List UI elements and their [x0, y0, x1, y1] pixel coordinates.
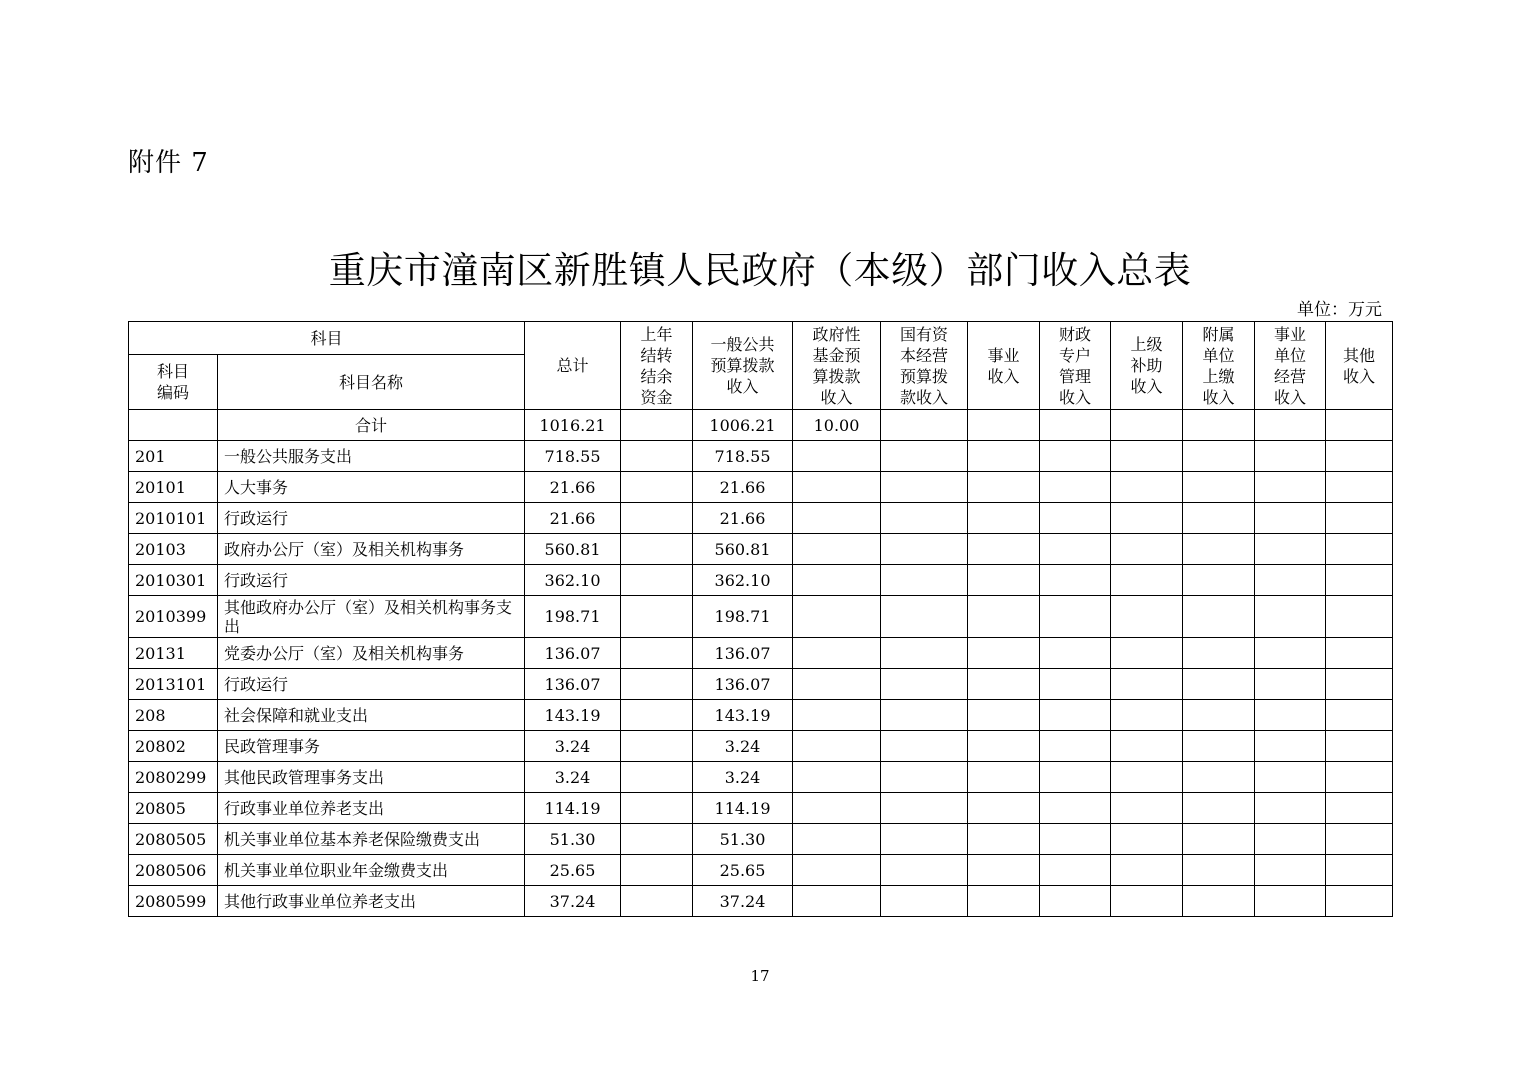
empty-cell	[968, 731, 1040, 762]
header-superior-subsidy: 上级 补助 收入	[1111, 322, 1183, 410]
row-total: 114.19	[525, 793, 621, 824]
page-title: 重庆市潼南区新胜镇人民政府（本级）部门收入总表	[328, 249, 1192, 292]
subject-name: 政府办公厅（室）及相关机构事务	[218, 534, 525, 565]
empty-cell	[881, 886, 968, 917]
row-general-budget: 560.81	[693, 534, 793, 565]
subject-name: 机关事业单位基本养老保险缴费支出	[218, 824, 525, 855]
empty-cell	[968, 596, 1040, 638]
header-business-income: 事业 收入	[968, 322, 1040, 410]
empty-cell	[968, 534, 1040, 565]
empty-cell	[1183, 886, 1255, 917]
subject-code: 2013101	[129, 669, 218, 700]
table-row	[129, 503, 1393, 534]
empty-cell	[1255, 638, 1326, 669]
table-row	[129, 793, 1393, 824]
empty-cell	[1326, 565, 1393, 596]
empty-cell	[968, 441, 1040, 472]
empty-cell	[1255, 534, 1326, 565]
empty-cell	[1111, 596, 1183, 638]
header-state-capital: 国有资 本经营 预算拨 款收入	[881, 322, 968, 410]
row-general-budget: 718.55	[693, 441, 793, 472]
row-general-budget: 21.66	[693, 503, 793, 534]
empty-cell	[793, 669, 881, 700]
empty-cell	[621, 700, 693, 731]
empty-cell	[621, 824, 693, 855]
subject-code: 201	[129, 441, 218, 472]
empty-cell	[1255, 503, 1326, 534]
empty-cell	[1040, 731, 1111, 762]
empty-cell	[1326, 855, 1393, 886]
row-total: 136.07	[525, 638, 621, 669]
income-summary-table	[128, 321, 1393, 917]
empty-cell	[1183, 731, 1255, 762]
empty-cell	[968, 762, 1040, 793]
empty-cell	[881, 762, 968, 793]
empty-cell	[881, 410, 968, 441]
empty-cell	[1111, 700, 1183, 731]
empty-cell	[1183, 441, 1255, 472]
empty-cell	[1326, 762, 1393, 793]
header-row-1	[129, 322, 1393, 355]
empty-cell	[1255, 596, 1326, 638]
row-general-budget: 51.30	[693, 824, 793, 855]
empty-cell	[881, 669, 968, 700]
empty-cell	[1183, 793, 1255, 824]
empty-cell	[881, 731, 968, 762]
empty-cell	[1255, 565, 1326, 596]
empty-cell	[968, 886, 1040, 917]
subject-name: 机关事业单位职业年金缴费支出	[218, 855, 525, 886]
empty-cell	[1183, 762, 1255, 793]
empty-cell	[1040, 700, 1111, 731]
empty-cell	[1040, 824, 1111, 855]
empty-cell	[1040, 638, 1111, 669]
subject-name: 行政运行	[218, 669, 525, 700]
header-other-income: 其他 收入	[1326, 322, 1393, 410]
empty-cell	[1111, 410, 1183, 441]
empty-cell	[793, 793, 881, 824]
empty-cell	[1111, 855, 1183, 886]
attachment-label: 附件 7	[128, 148, 209, 178]
row-general-budget: 21.66	[693, 472, 793, 503]
empty-cell	[793, 731, 881, 762]
unit-label: 单位：万元	[1297, 300, 1382, 320]
empty-cell	[1183, 669, 1255, 700]
empty-cell	[1326, 410, 1393, 441]
empty-cell	[793, 534, 881, 565]
empty-cell	[1040, 855, 1111, 886]
subject-code: 2080599	[129, 886, 218, 917]
empty-cell	[1326, 886, 1393, 917]
header-subject-group: 科目	[129, 322, 525, 355]
empty-cell	[881, 700, 968, 731]
header-total: 总计	[525, 322, 621, 410]
empty-cell	[1255, 669, 1326, 700]
empty-cell	[1040, 503, 1111, 534]
empty-cell	[621, 638, 693, 669]
empty-cell	[968, 472, 1040, 503]
empty-cell	[1040, 669, 1111, 700]
total-label: 合计	[218, 410, 525, 441]
subject-name: 其他民政管理事务支出	[218, 762, 525, 793]
empty-cell	[1255, 886, 1326, 917]
header-general-budget: 一般公共 预算拨款 收入	[693, 322, 793, 410]
empty-cell	[621, 441, 693, 472]
total-carryover	[621, 410, 693, 441]
empty-cell	[881, 503, 968, 534]
empty-cell	[1111, 669, 1183, 700]
empty-cell	[1183, 534, 1255, 565]
empty-cell	[1326, 596, 1393, 638]
empty-cell	[1326, 472, 1393, 503]
total-code	[129, 410, 218, 441]
subject-code: 2010101	[129, 503, 218, 534]
empty-cell	[968, 793, 1040, 824]
subject-name: 人大事务	[218, 472, 525, 503]
empty-cell	[1255, 410, 1326, 441]
empty-cell	[1040, 441, 1111, 472]
empty-cell	[621, 793, 693, 824]
empty-cell	[1183, 472, 1255, 503]
subject-name: 一般公共服务支出	[218, 441, 525, 472]
empty-cell	[968, 565, 1040, 596]
subject-name: 其他行政事业单位养老支出	[218, 886, 525, 917]
empty-cell	[1111, 503, 1183, 534]
row-total: 25.65	[525, 855, 621, 886]
empty-cell	[1183, 638, 1255, 669]
empty-cell	[1183, 824, 1255, 855]
empty-cell	[1111, 886, 1183, 917]
empty-cell	[1040, 886, 1111, 917]
empty-cell	[1326, 503, 1393, 534]
empty-cell	[1326, 534, 1393, 565]
empty-cell	[968, 638, 1040, 669]
empty-cell	[793, 824, 881, 855]
empty-cell	[1111, 793, 1183, 824]
empty-cell	[1326, 638, 1393, 669]
table-row	[129, 669, 1393, 700]
empty-cell	[968, 669, 1040, 700]
empty-cell	[881, 472, 968, 503]
header-subject-name: 科目名称	[218, 355, 525, 410]
table-row	[129, 534, 1393, 565]
empty-cell	[968, 503, 1040, 534]
table-row	[129, 596, 1393, 638]
total-amount: 1016.21	[525, 410, 621, 441]
subject-code: 20805	[129, 793, 218, 824]
empty-cell	[1040, 565, 1111, 596]
header-affiliated-unit: 附属 单位 上缴 收入	[1183, 322, 1255, 410]
empty-cell	[968, 855, 1040, 886]
empty-cell	[1040, 793, 1111, 824]
row-general-budget: 37.24	[693, 886, 793, 917]
empty-cell	[793, 762, 881, 793]
empty-cell	[621, 762, 693, 793]
empty-cell	[793, 472, 881, 503]
header-unit-operating: 事业 单位 经营 收入	[1255, 322, 1326, 410]
table-row	[129, 638, 1393, 669]
subject-code: 2080299	[129, 762, 218, 793]
empty-cell	[881, 534, 968, 565]
empty-cell	[793, 886, 881, 917]
row-total: 3.24	[525, 762, 621, 793]
subject-code: 208	[129, 700, 218, 731]
row-total: 198.71	[525, 596, 621, 638]
empty-cell	[881, 855, 968, 886]
row-general-budget: 136.07	[693, 669, 793, 700]
empty-cell	[1111, 441, 1183, 472]
empty-cell	[793, 700, 881, 731]
table-row	[129, 762, 1393, 793]
empty-cell	[968, 700, 1040, 731]
empty-cell	[793, 503, 881, 534]
row-total: 37.24	[525, 886, 621, 917]
empty-cell	[1255, 855, 1326, 886]
empty-cell	[881, 565, 968, 596]
row-total: 51.30	[525, 824, 621, 855]
subject-code: 20101	[129, 472, 218, 503]
empty-cell	[1111, 472, 1183, 503]
row-general-budget: 143.19	[693, 700, 793, 731]
total-general-budget: 1006.21	[693, 410, 793, 441]
empty-cell	[1183, 503, 1255, 534]
table-row	[129, 731, 1393, 762]
header-gov-fund: 政府性 基金预 算拨款 收入	[793, 322, 881, 410]
empty-cell	[1040, 596, 1111, 638]
empty-cell	[1040, 472, 1111, 503]
empty-cell	[1255, 700, 1326, 731]
subject-name: 社会保障和就业支出	[218, 700, 525, 731]
subject-name: 行政运行	[218, 503, 525, 534]
empty-cell	[1183, 565, 1255, 596]
subject-name: 行政事业单位养老支出	[218, 793, 525, 824]
subject-name: 党委办公厅（室）及相关机构事务	[218, 638, 525, 669]
empty-cell	[1111, 762, 1183, 793]
empty-cell	[881, 596, 968, 638]
subject-name: 其他政府办公厅（室）及相关机构事务支出	[218, 596, 525, 638]
row-total: 21.66	[525, 472, 621, 503]
empty-cell	[968, 824, 1040, 855]
empty-cell	[1326, 700, 1393, 731]
subject-code: 2080506	[129, 855, 218, 886]
empty-cell	[621, 669, 693, 700]
header-prior-year-carryover: 上年 结转 结余 资金	[621, 322, 693, 410]
empty-cell	[1040, 762, 1111, 793]
empty-cell	[1040, 410, 1111, 441]
empty-cell	[621, 855, 693, 886]
empty-cell	[881, 441, 968, 472]
empty-cell	[793, 638, 881, 669]
empty-cell	[1040, 534, 1111, 565]
empty-cell	[1326, 669, 1393, 700]
empty-cell	[621, 565, 693, 596]
subject-name: 民政管理事务	[218, 731, 525, 762]
total-row	[129, 410, 1393, 441]
subject-code: 2010301	[129, 565, 218, 596]
empty-cell	[1183, 596, 1255, 638]
empty-cell	[793, 565, 881, 596]
row-total: 136.07	[525, 669, 621, 700]
row-general-budget: 3.24	[693, 731, 793, 762]
empty-cell	[1326, 793, 1393, 824]
empty-cell	[621, 886, 693, 917]
empty-cell	[1183, 700, 1255, 731]
header-subject-code: 科目 编码	[129, 355, 218, 410]
empty-cell	[881, 638, 968, 669]
empty-cell	[1111, 638, 1183, 669]
empty-cell	[1255, 762, 1326, 793]
header-special-account: 财政 专户 管理 收入	[1040, 322, 1111, 410]
table-row	[129, 824, 1393, 855]
row-total: 560.81	[525, 534, 621, 565]
total-gov-fund: 10.00	[793, 410, 881, 441]
empty-cell	[793, 855, 881, 886]
row-total: 21.66	[525, 503, 621, 534]
table-row	[129, 700, 1393, 731]
row-total: 362.10	[525, 565, 621, 596]
empty-cell	[1111, 824, 1183, 855]
subject-code: 2010399	[129, 596, 218, 638]
empty-cell	[621, 503, 693, 534]
empty-cell	[793, 596, 881, 638]
subject-code: 20103	[129, 534, 218, 565]
subject-code: 20802	[129, 731, 218, 762]
empty-cell	[1183, 855, 1255, 886]
empty-cell	[1255, 441, 1326, 472]
subject-code: 2080505	[129, 824, 218, 855]
row-general-budget: 3.24	[693, 762, 793, 793]
empty-cell	[621, 596, 693, 638]
empty-cell	[881, 824, 968, 855]
empty-cell	[1111, 534, 1183, 565]
row-general-budget: 362.10	[693, 565, 793, 596]
empty-cell	[621, 731, 693, 762]
empty-cell	[1326, 824, 1393, 855]
row-total: 3.24	[525, 731, 621, 762]
table-row	[129, 886, 1393, 917]
empty-cell	[1255, 731, 1326, 762]
empty-cell	[1255, 824, 1326, 855]
row-general-budget: 198.71	[693, 596, 793, 638]
empty-cell	[1255, 793, 1326, 824]
empty-cell	[1326, 441, 1393, 472]
empty-cell	[881, 793, 968, 824]
table-row	[129, 472, 1393, 503]
table-body	[129, 441, 1393, 917]
row-general-budget: 25.65	[693, 855, 793, 886]
row-total: 718.55	[525, 441, 621, 472]
empty-cell	[621, 534, 693, 565]
empty-cell	[1183, 410, 1255, 441]
empty-cell	[793, 441, 881, 472]
subject-name: 行政运行	[218, 565, 525, 596]
empty-cell	[1326, 731, 1393, 762]
page-number: 17	[750, 967, 770, 985]
empty-cell	[1111, 731, 1183, 762]
empty-cell	[1255, 472, 1326, 503]
subject-code: 20131	[129, 638, 218, 669]
row-general-budget: 114.19	[693, 793, 793, 824]
table-row	[129, 565, 1393, 596]
table-row	[129, 855, 1393, 886]
empty-cell	[1111, 565, 1183, 596]
empty-cell	[968, 410, 1040, 441]
row-general-budget: 136.07	[693, 638, 793, 669]
empty-cell	[621, 472, 693, 503]
table-row	[129, 441, 1393, 472]
row-total: 143.19	[525, 700, 621, 731]
